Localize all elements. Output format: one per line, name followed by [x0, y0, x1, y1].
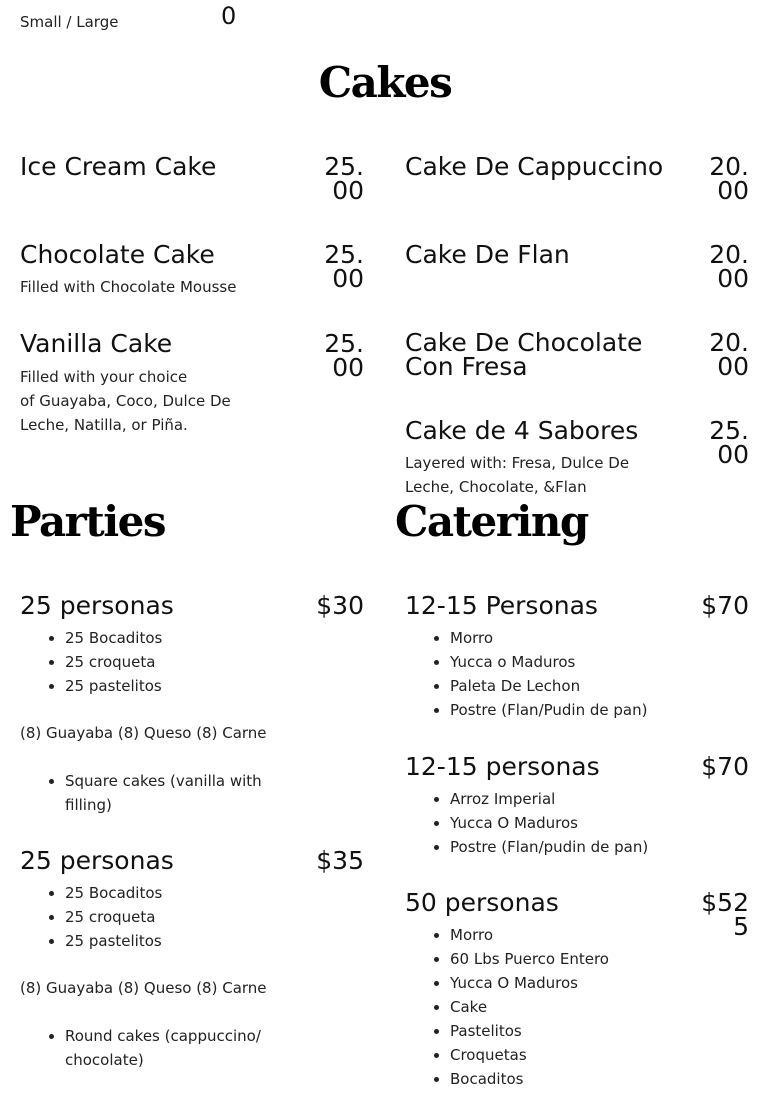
list-item: • 25 croqueta [65, 905, 162, 929]
catering-package-name: 50 personas [405, 888, 559, 917]
party-package-name: 25 personas [20, 591, 174, 620]
catering-package-items [405, 626, 647, 722]
cake-item-name: Cake De Flan [405, 240, 570, 269]
cake-item-price: 25.00 [709, 416, 749, 469]
list-item: • Postre (Flan/Pudin de pan) [450, 698, 647, 722]
cake-item-price: 25.00 [324, 152, 364, 205]
cake-item-name: Vanilla Cake [20, 329, 173, 358]
list-item: • 25 pastelitos [65, 929, 162, 953]
party-package-name: 25 personas [20, 846, 174, 875]
cake-item-description: Layered with: Fresa, Dulce De Leche, Chocolate, &Flan [405, 454, 630, 496]
list-item: • 25 pastelitos [65, 674, 162, 698]
cakes-heading: Cakes [318, 58, 452, 107]
catering-heading: Catering [395, 497, 588, 546]
list-item: • Morro [450, 923, 609, 947]
cake-item-name: Cake de 4 Sabores [405, 416, 639, 445]
cake-item-price: 25.00 [324, 240, 364, 293]
list-item: • Croquetas [450, 1043, 609, 1067]
list-item: • Round cakes (cappuccino/ chocolate) [65, 1024, 261, 1072]
party-package-items [20, 626, 162, 698]
parties-heading: Parties [10, 497, 166, 546]
catering-package-items [405, 923, 609, 1091]
party-cake-list [20, 769, 262, 817]
list-item: • Cake [450, 995, 609, 1019]
list-item: • Paleta De Lechon [450, 674, 647, 698]
party-package-price: $35 [316, 846, 364, 875]
cake-item-price: 20.00 [709, 152, 749, 205]
list-item: • Yucca O Maduros [450, 811, 648, 835]
list-item: • Postre (Flan/pudin de pan) [450, 835, 648, 859]
list-item: • 25 croqueta [65, 650, 162, 674]
list-item: • 25 Bocaditos [65, 881, 162, 905]
list-item: • Yucca o Maduros [450, 650, 647, 674]
cake-item-description: Filled with Chocolate Mousse [20, 278, 237, 296]
catering-package-price: $525 [701, 888, 749, 941]
cake-item-name: Cake De Chocolate Con Fresa [405, 328, 643, 381]
list-item: • 60 Lbs Puerco Entero [450, 947, 609, 971]
catering-package-price: $70 [701, 591, 749, 620]
catering-package-name: 12-15 Personas [405, 591, 598, 620]
list-item: • Arroz Imperial [450, 787, 648, 811]
list-item: • Bocaditos [450, 1067, 609, 1091]
catering-package-items [405, 787, 648, 859]
cake-item-price: 20.00 [709, 328, 749, 381]
cake-item-name: Ice Cream Cake [20, 152, 217, 181]
list-item: • Morro [450, 626, 647, 650]
price-fragment: 0 [221, 2, 237, 30]
catering-package-price: $70 [701, 752, 749, 781]
size-label: Small / Large [20, 13, 119, 31]
list-item: • Pastelitos [450, 1019, 609, 1043]
list-item: • Yucca O Maduros [450, 971, 609, 995]
cake-item-price: 20.00 [709, 240, 749, 293]
list-item: • 25 Bocaditos [65, 626, 162, 650]
cake-item-name: Cake De Cappuccino [405, 152, 664, 181]
cake-item-price: 25.00 [324, 329, 364, 382]
party-package-price: $30 [316, 591, 364, 620]
cake-item-name: Chocolate Cake [20, 240, 215, 269]
cake-item-description: Filled with your choice of Guayaba, Coco, Dulce De Leche, Natilla, or Piña. [20, 368, 231, 434]
list-item: • Square cakes (vanilla with filling) [65, 769, 262, 817]
party-cake-list [20, 1024, 261, 1072]
party-flavors: (8) Guayaba (8) Queso (8) Carne [20, 979, 267, 997]
catering-package-name: 12-15 personas [405, 752, 600, 781]
party-flavors: (8) Guayaba (8) Queso (8) Carne [20, 724, 267, 742]
party-package-items [20, 881, 162, 953]
